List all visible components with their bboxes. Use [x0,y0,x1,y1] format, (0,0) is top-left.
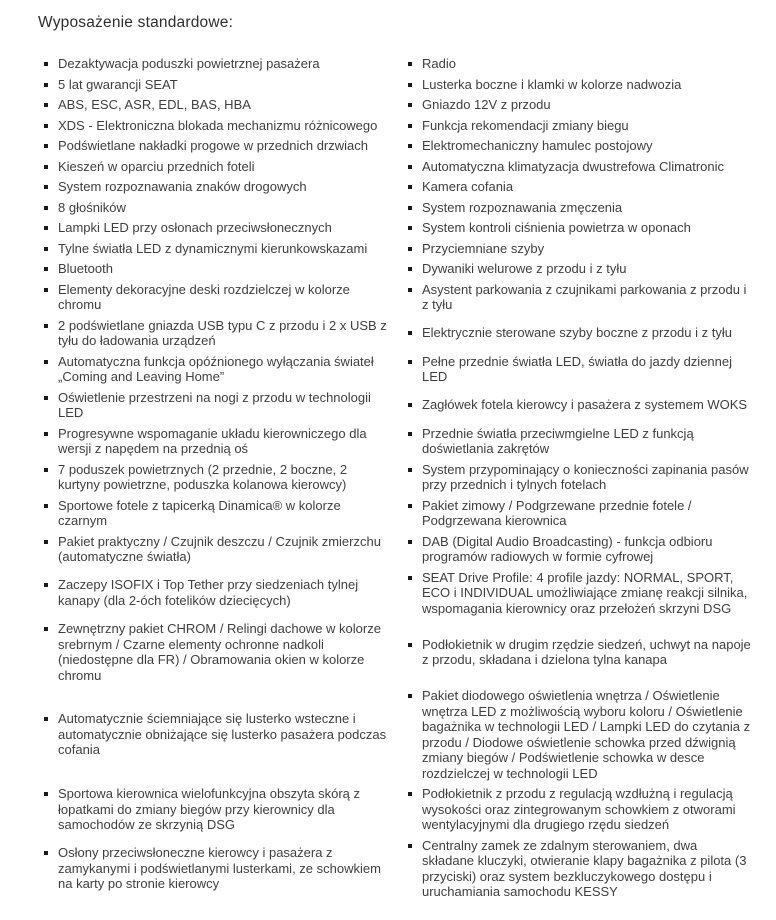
equipment-item-label: Pakiet zimowy / Podgrzewane przednie fotele / Podgrzewana kierownica [422,497,692,528]
equipment-item-right [402,397,752,413]
equipment-item-right [402,637,752,668]
equipment-item-left [38,390,388,421]
bullet-square-icon [44,717,48,721]
equipment-item-right [402,325,752,341]
equipment-item-right [402,159,752,175]
equipment-item-left [38,159,388,175]
bullet-square-icon [44,83,48,87]
equipment-item-label: System przypominający o konieczności zapinania pasów przy przednich i tylnych fotelach [422,461,749,492]
bullet-square-icon [44,185,48,189]
equipment-item-left [38,577,388,608]
equipment-item-label: Lusterka boczne i klamki w kolorze nadwozia [422,76,682,92]
equipment-grid [38,56,752,900]
equipment-item-label: Elektromechaniczny hamulec postojowy [422,138,653,153]
bullet-square-icon [408,504,412,508]
bullet-square-icon [44,792,48,796]
equipment-item-label: DAB (Digital Audio Broadcasting) - funkcja odbioru programów radiowych w formie cyfrowej [422,533,713,564]
equipment-item-label: Sportowa kierownica wielofunkcyjna obszyta skórą z łopatkami do zmiany biegów przy kierownicy dla samochodów ze skrzynią DSG [58,786,361,832]
equipment-item-left [38,241,388,257]
equipment-item-right [402,498,752,529]
bullet-square-icon [44,627,48,631]
equipment-item-label: Osłony przeciwsłoneczne kierowcy i pasażera z zamykanymi i podświetlanymi lusterkami, ze schowkiem na karty po stronie kierowcy [58,845,381,892]
equipment-item-right [402,179,752,195]
equipment-item-label: System rozpoznawania zmęczenia [422,199,623,215]
equipment-item-label: Podłokietnik z przodu z regulacją wzdłużną i regulacją wysokości oraz zintegrowanym schowkiem z otworami wentylacyjnymi dla drugiego rzędu siedzeń [422,786,736,832]
bullet-square-icon [44,226,48,230]
equipment-item-right [402,688,752,781]
equipment-item-label: System rozpoznawania znaków drogowych [58,179,307,194]
equipment-item-label: SEAT Drive Profile: 4 profile jazdy: NORMAL, SPORT, ECO i INDIVIDUAL umożliwiające zmianę reakcji silnika, wspomagania kierownicy oraz przełożeń skrzyni DSG [422,569,748,616]
equipment-item-label: Pakiet diodowego oświetlenia wnętrza / Oświetlenie wnętrza LED z możliwością wyboru koloru / Oświetlenie bagażnika w technologii LED / Lampki LED do czytania z przodu / Diodowe oświetlenie schowka przed dźwignią zmiany biegów / Podświetlenie schowka w desce rozdzielczej w technologii LED [422,688,751,781]
equipment-item-label: Dywaniki welurowe z przodu i z tyłu [422,261,627,276]
bullet-square-icon [408,432,412,436]
bullet-square-icon [408,185,412,189]
bullet-square-icon [408,540,412,544]
bullet-square-icon [44,468,48,472]
equipment-item-label: Progresywne wspomaganie układu kierowniczego dla wersji z napędem na przednią oś [58,425,367,456]
equipment-item-right [402,118,752,134]
equipment-item-label: Elementy dekoracyjne deski rozdzielczej w kolorze chromu [58,281,350,312]
bullet-square-icon [408,144,412,148]
equipment-item-left [38,621,388,683]
equipment-item-label: Przednie światła przeciwmgielne LED z funkcją doświetlania zakrętów [422,425,694,456]
equipment-item-right [402,77,752,93]
equipment-item-label: Bluetooth [58,261,113,276]
equipment-item-left [38,97,388,113]
bullet-square-icon [44,288,48,292]
equipment-item-label: 5 lat gwarancji SEAT [58,76,178,92]
equipment-item-left [38,426,388,457]
bullet-square-icon [44,103,48,107]
equipment-item-label: XDS - Elektroniczna blokada mechanizmu różnicowego [58,117,378,133]
equipment-item-label: Elektrycznie sterowane szyby boczne z przodu i z tyłu [422,325,732,341]
bullet-square-icon [44,165,48,169]
bullet-square-icon [44,144,48,148]
equipment-item-left [38,282,388,313]
equipment-item-label: Zewnętrzny pakiet CHROM / Relingi dachowe w kolorze srebrnym / Czarne elementy ochronne nadkoli (niedostępne dla FR) / Obramowania okien w kolorze chromu [58,621,381,683]
equipment-item-label: Funkcja rekomendacji zmiany biegu [422,117,629,133]
equipment-item-right [402,138,752,154]
equipment-item-label: Sportowe fotele z tapicerką Dinamica® w kolorze czarnym [58,497,341,528]
equipment-item-left [38,56,388,72]
bullet-square-icon [44,540,48,544]
bullet-square-icon [44,583,48,587]
bullet-square-icon [408,643,412,647]
bullet-square-icon [408,165,412,169]
equipment-item-label: Lampki LED przy osłonach przeciwsłonecznych [58,220,332,235]
bullet-square-icon [408,694,412,698]
equipment-item-label: Pełne przednie światła LED, światła do jazdy dziennej LED [422,353,733,384]
equipment-item-label: 2 podświetlane gniazda USB typu C z przodu i 2 x USB z tyłu do ładowania urządzeń [58,317,387,348]
bullet-square-icon [408,103,412,107]
bullet-square-icon [408,124,412,128]
bullet-square-icon [408,226,412,230]
equipment-item-left [38,138,388,154]
equipment-item-right [402,786,752,833]
equipment-item-right [402,261,752,277]
bullet-square-icon [408,331,412,335]
bullet-square-icon [44,62,48,66]
equipment-item-left [38,200,388,216]
bullet-square-icon [408,267,412,271]
equipment-item-right [402,354,752,385]
bullet-square-icon [44,324,48,328]
equipment-item-right [402,534,752,565]
equipment-item-label: Przyciemniane szyby [422,240,545,256]
equipment-item-right [402,426,752,457]
equipment-item-left [38,534,388,565]
equipment-item-left [38,711,388,758]
equipment-item-label: Kieszeń w oparciu przednich foteli [58,158,255,174]
bullet-square-icon [44,247,48,251]
equipment-item-left [38,220,388,236]
bullet-square-icon [44,432,48,436]
page-title: Wyposażenie standardowe: [38,14,234,31]
bullet-square-icon [408,360,412,364]
bullet-square-icon [44,206,48,210]
equipment-item-right [402,97,752,113]
equipment-item-left [38,354,388,385]
equipment-item-right [402,200,752,216]
equipment-item-left [38,179,388,195]
equipment-item-right [402,241,752,257]
equipment-item-label: ABS, ESC, ASR, EDL, BAS, HBA [58,97,251,112]
equipment-item-label: Oświetlenie przestrzeni na nogi z przodu w technologii LED [58,389,371,420]
equipment-item-label: Dezaktywacja poduszki powietrznej pasażera [58,56,320,71]
equipment-item-label: Automatycznie ściemniające się lusterko wsteczne i automatycznie obniżające się lusterko pasażera podczas cofania [58,711,387,758]
bullet-square-icon [408,403,412,407]
equipment-item-label: Tylne światła LED z dynamicznymi kierunkowskazami [58,240,368,256]
equipment-item-label: Gniazdo 12V z przodu [422,97,551,112]
bullet-square-icon [408,83,412,87]
equipment-item-label: System kontroli ciśnienia powietrza w oponach [422,220,691,235]
equipment-item-label: Radio [422,56,456,71]
bullet-square-icon [44,124,48,128]
bullet-square-icon [408,468,412,472]
bullet-square-icon [44,360,48,364]
equipment-item-label: Automatyczna funkcja opóźnionego wyłączania świateł „Coming and Leaving Home” [58,353,374,384]
equipment-item-label: 7 poduszek powietrznych (2 przednie, 2 boczne, 2 kurtyny powietrzne, poduszka kolanowa kierowcy) [58,461,348,492]
equipment-item-left [38,498,388,529]
equipment-item-label: Pakiet praktyczny / Czujnik deszczu / Czujnik zmierzchu (automatyczne światła) [58,533,381,564]
equipment-item-left [38,462,388,493]
equipment-item-label: Podświetlane nakładki progowe w przednich drzwiach [58,138,369,153]
equipment-item-left [38,77,388,93]
equipment-item-label: Asystent parkowania z czujnikami parkowania z przodu i z tyłu [422,281,747,312]
equipment-item-right [402,220,752,236]
equipment-item-label: 8 głośników [58,199,126,215]
equipment-item-right [402,56,752,72]
equipment-item-right [402,282,752,313]
bullet-square-icon [408,844,412,848]
equipment-item-right [402,462,752,493]
equipment-item-label: Centralny zamek ze zdalnym sterowaniem, dwa składane kluczyki, otwieranie klapy bagażnika z pilota (3 przyciski) oraz system bezkluczykowego dostępu i uruchamiania samochodu KESSY [422,837,747,899]
equipment-item-label: Automatyczna klimatyzacja dwustrefowa Climatronic [422,158,724,174]
equipment-item-label: Zaczepy ISOFIX i Top Tether przy siedzeniach tylnej kanapy (dla 2-óch fotelików dziecięcych) [58,577,359,608]
bullet-square-icon [408,576,412,580]
equipment-item-right [402,838,752,900]
equipment-item-left [38,845,388,892]
bullet-square-icon [44,396,48,400]
bullet-square-icon [408,62,412,66]
bullet-square-icon [44,851,48,855]
bullet-square-icon [44,267,48,271]
bullet-square-icon [408,206,412,210]
equipment-item-label: Podłokietnik w drugim rzędzie siedzeń, uchwyt na napoje z przodu, składana i dzielona tylna kanapa [422,636,751,667]
bullet-square-icon [44,504,48,508]
equipment-item-left [38,261,388,277]
bullet-square-icon [408,792,412,796]
equipment-item-label: Kamera cofania [422,179,514,194]
bullet-square-icon [408,247,412,251]
bullet-square-icon [408,288,412,292]
equipment-item-label: Zagłówek fotela kierowcy i pasażera z systemem WOKS [422,397,748,413]
equipment-item-right [402,570,752,617]
equipment-item-left [38,318,388,349]
equipment-item-left [38,118,388,134]
equipment-item-left [38,786,388,833]
